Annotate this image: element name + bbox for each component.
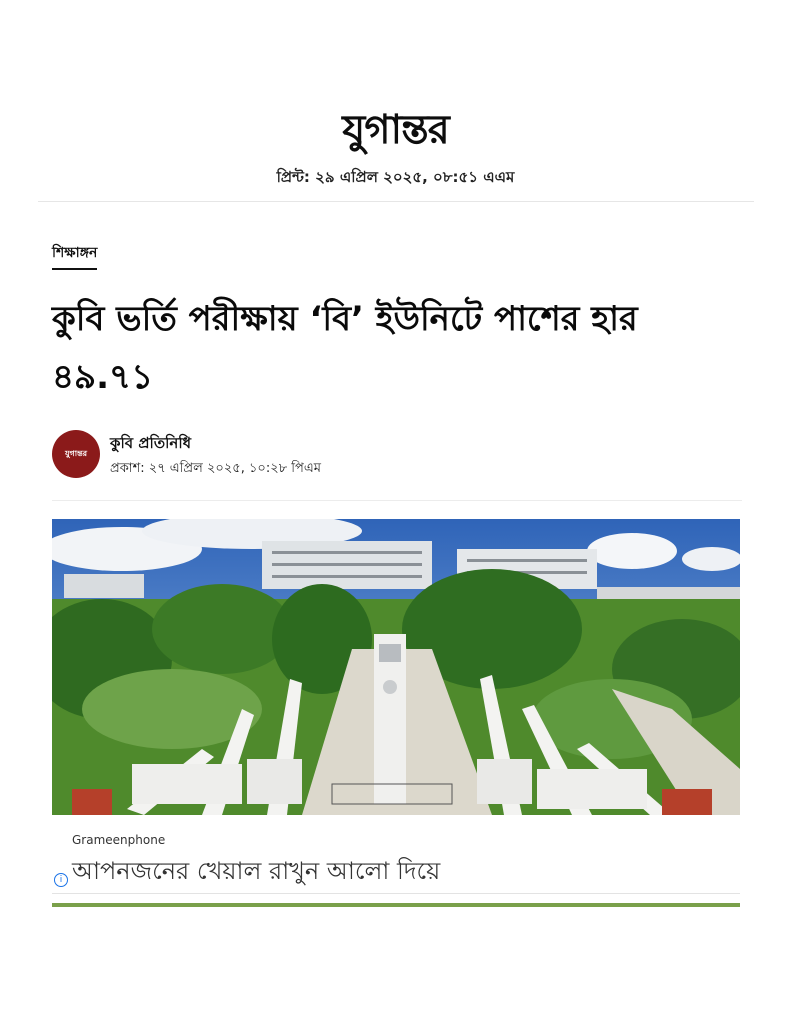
article-headline: কুবি ভর্তি পরীক্ষায় ‘বি’ ইউনিটে পাশের হার ৪৯.৭১ bbox=[52, 299, 638, 397]
ad-info-icon[interactable]: i bbox=[54, 873, 68, 887]
article-photo bbox=[52, 519, 740, 815]
avatar-logo-text: যুগান্তর bbox=[64, 447, 88, 458]
author-name[interactable]: কুবি প্রতিনিধি bbox=[110, 434, 192, 452]
print-date: প্রিন্ট: ২৯ এপ্রিল ২০২৫, ০৮:৫১ এএম bbox=[276, 168, 515, 186]
ad-headline[interactable]: আপনজনের খেয়াল রাখুন আলো দিয়ে bbox=[72, 857, 441, 885]
author-avatar bbox=[52, 430, 100, 478]
site-logo[interactable]: যুগান্তর bbox=[342, 106, 449, 153]
divider bbox=[38, 201, 754, 202]
ad-brand: Grameenphone bbox=[72, 833, 166, 847]
divider bbox=[52, 500, 742, 501]
category-link[interactable]: শিক্ষাঙ্গন bbox=[52, 241, 97, 270]
campus-gate-image bbox=[52, 519, 740, 815]
masthead bbox=[0, 104, 791, 156]
advertisement[interactable] bbox=[52, 815, 740, 894]
image-strip bbox=[52, 903, 740, 907]
published-date: প্রকাশ: ২৭ এপ্রিল ২০২৫, ১০:২৮ পিএম bbox=[110, 461, 321, 476]
